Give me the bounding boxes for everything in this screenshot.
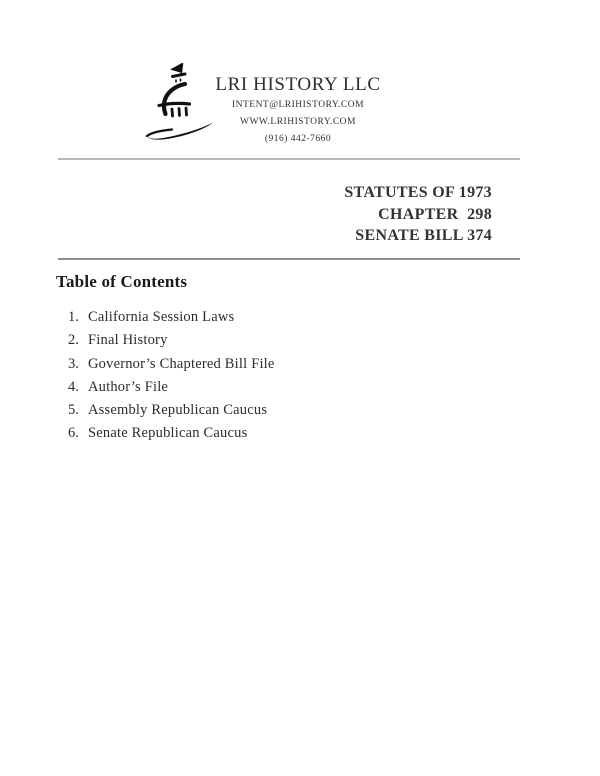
toc-item-label: Assembly Republican Caucus: [88, 402, 268, 419]
toc-item-number: 1.: [68, 309, 79, 325]
toc-title: Table of Contents: [56, 272, 188, 291]
case-info: [192, 182, 492, 247]
toc-item: [68, 329, 275, 352]
toc-item-label: Author’s File: [88, 378, 169, 395]
company-website: WWW.LRIHISTORY.COM: [240, 116, 356, 127]
toc-item-number: 5.: [68, 402, 79, 419]
toc-item-label: Senate Republican Caucus: [88, 425, 248, 442]
toc-list: [68, 306, 275, 446]
company-phone: (916) 442-7660: [264, 133, 332, 144]
toc-item: [68, 422, 275, 445]
divider-top: [58, 158, 520, 160]
toc-item-number: 4.: [68, 378, 79, 395]
toc-item-number: 6.: [68, 425, 79, 442]
toc-item: [68, 353, 275, 376]
senate-bill-line: SENATE BILL 374: [355, 227, 492, 244]
letterhead: [196, 74, 400, 146]
divider-bottom: [58, 258, 520, 260]
statutes-line: STATUTES OF 1973: [344, 184, 492, 201]
toc-item-label: Final History: [88, 332, 168, 349]
toc-item: [68, 306, 275, 329]
toc-item-number: 3.: [68, 355, 79, 372]
toc-item-number: 2.: [68, 332, 79, 349]
company-name: LRI HISTORY LLC: [215, 74, 381, 95]
toc-item: [68, 376, 275, 399]
toc-item-label: Governor’s Chaptered Bill File: [88, 355, 275, 372]
toc-item-label: California Session Laws: [88, 309, 235, 325]
chapter-line: CHAPTER 298: [378, 205, 492, 223]
toc-item: [68, 399, 275, 422]
company-email: INTENT@LRIHISTORY.COM: [231, 100, 365, 110]
